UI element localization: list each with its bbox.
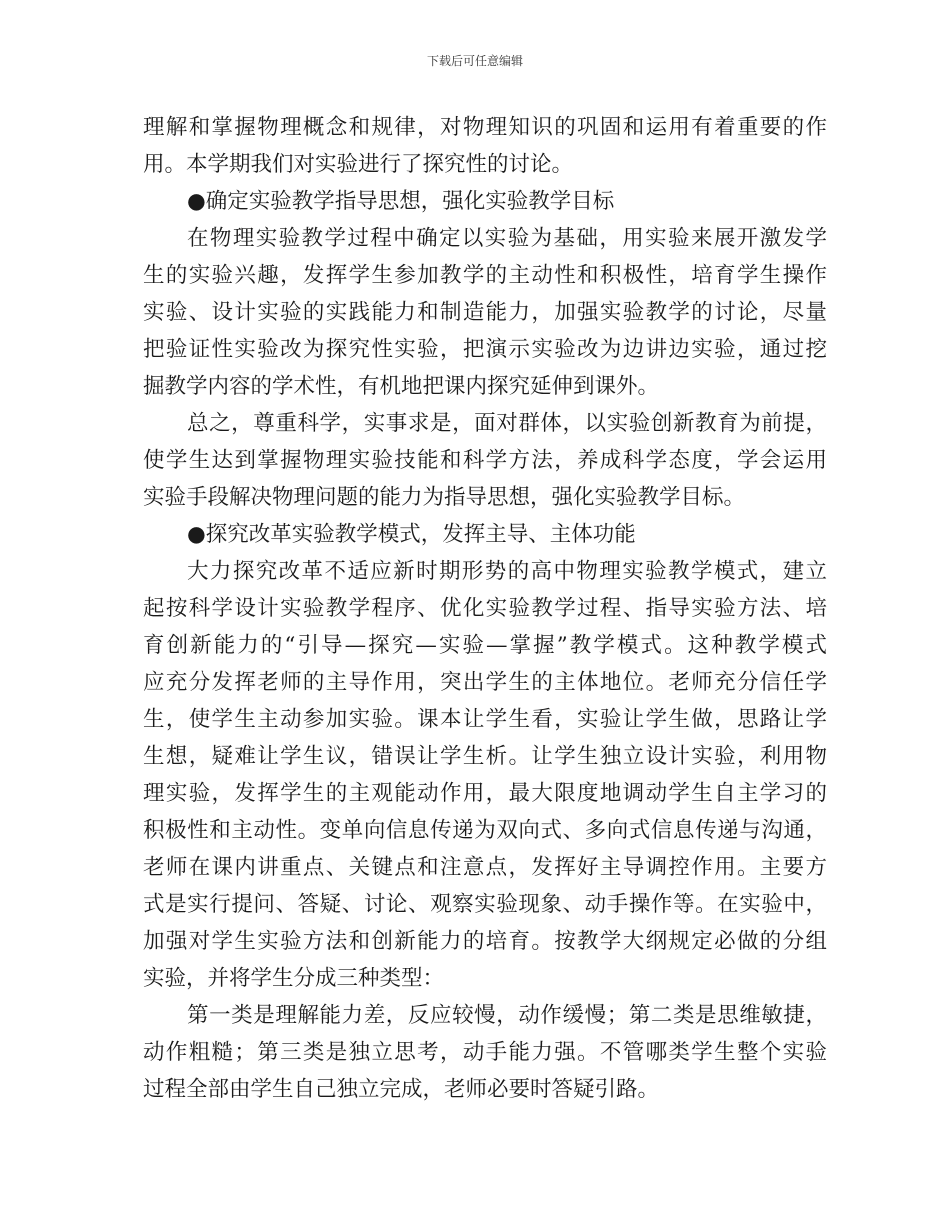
page-header-note: 下载后可任意编辑 bbox=[426, 54, 523, 68]
text-line: 生，使学生主动参加实验。课本让学生看，实验让学生做，思路让学 bbox=[143, 707, 827, 732]
text-line: 积极性和主动性。变单向信息传递为双向式、多向式信息传递与沟通， bbox=[143, 818, 827, 843]
text-line: 应充分发挥老师的主导作用，突出学生的主体地位。老师充分信任学 bbox=[143, 670, 827, 695]
text-line: 老师在课内讲重点、关键点和注意点，发挥好主导调控作用。主要方 bbox=[143, 855, 827, 880]
text-line: 实验，并将学生分成三种类型： bbox=[143, 966, 445, 991]
text-line: 总之，尊重科学，实事求是，面对群体，以实验创新教育为前提， bbox=[187, 411, 827, 436]
document-body bbox=[143, 109, 827, 1108]
text-line: 过程全部由学生自己独立完成，老师必要时答疑引路。 bbox=[143, 1077, 660, 1102]
text-line: 使学生达到掌握物理实验技能和科学方法，养成科学态度，学会运用 bbox=[143, 448, 827, 473]
text-line: 在物理实验教学过程中确定以实验为基础，用实验来展开激发学 bbox=[187, 226, 827, 251]
text-line: 用。本学期我们对实验进行了探究性的讨论。 bbox=[143, 152, 574, 177]
text-line: 育创新能力的“引导—探究—实验—掌握”教学模式。这种教学模式 bbox=[143, 633, 827, 658]
section-heading: ●探究改革实验教学模式，发挥主导、主体功能 bbox=[187, 522, 636, 547]
text-line: 大力探究改革不适应新时期形势的高中物理实验教学模式，建立 bbox=[187, 559, 827, 584]
text-line: 加强对学生实验方法和创新能力的培育。按教学大纲规定必做的分组 bbox=[143, 929, 827, 954]
text-line: 生想，疑难让学生议，错误让学生析。让学生独立设计实验，利用物 bbox=[143, 744, 827, 769]
text-line: 起按科学设计实验教学程序、优化实验教学过程、指导实验方法、培 bbox=[143, 596, 827, 621]
text-line: 理实验，发挥学生的主观能动作用，最大限度地调动学生自主学习的 bbox=[143, 781, 827, 806]
text-line: 把验证性实验改为探究性实验，把演示实验改为边讲边实验，通过挖 bbox=[143, 337, 827, 362]
section-heading: ●确定实验教学指导思想，强化实验教学目标 bbox=[187, 189, 615, 214]
text-line: 实验手段解决物理问题的能力为指导思想，强化实验教学目标。 bbox=[143, 485, 746, 510]
text-line: 理解和掌握物理概念和规律，对物理知识的巩固和运用有着重要的作 bbox=[143, 115, 827, 140]
text-line: 生的实验兴趣，发挥学生参加教学的主动性和积极性，培育学生操作 bbox=[143, 263, 827, 288]
text-line: 第一类是理解能力差，反应较慢，动作缓慢；第二类是思维敏捷， bbox=[187, 1003, 827, 1028]
text-line: 式是实行提问、答疑、讨论、观察实验现象、动手操作等。在实验中， bbox=[143, 892, 827, 917]
text-line: 实验、设计实验的实践能力和制造能力，加强实验教学的讨论，尽量 bbox=[143, 300, 827, 325]
text-line: 动作粗糙；第三类是独立思考，动手能力强。不管哪类学生整个实验 bbox=[143, 1040, 827, 1065]
text-line: 掘教学内容的学术性，有机地把课内探究延伸到课外。 bbox=[143, 374, 660, 399]
